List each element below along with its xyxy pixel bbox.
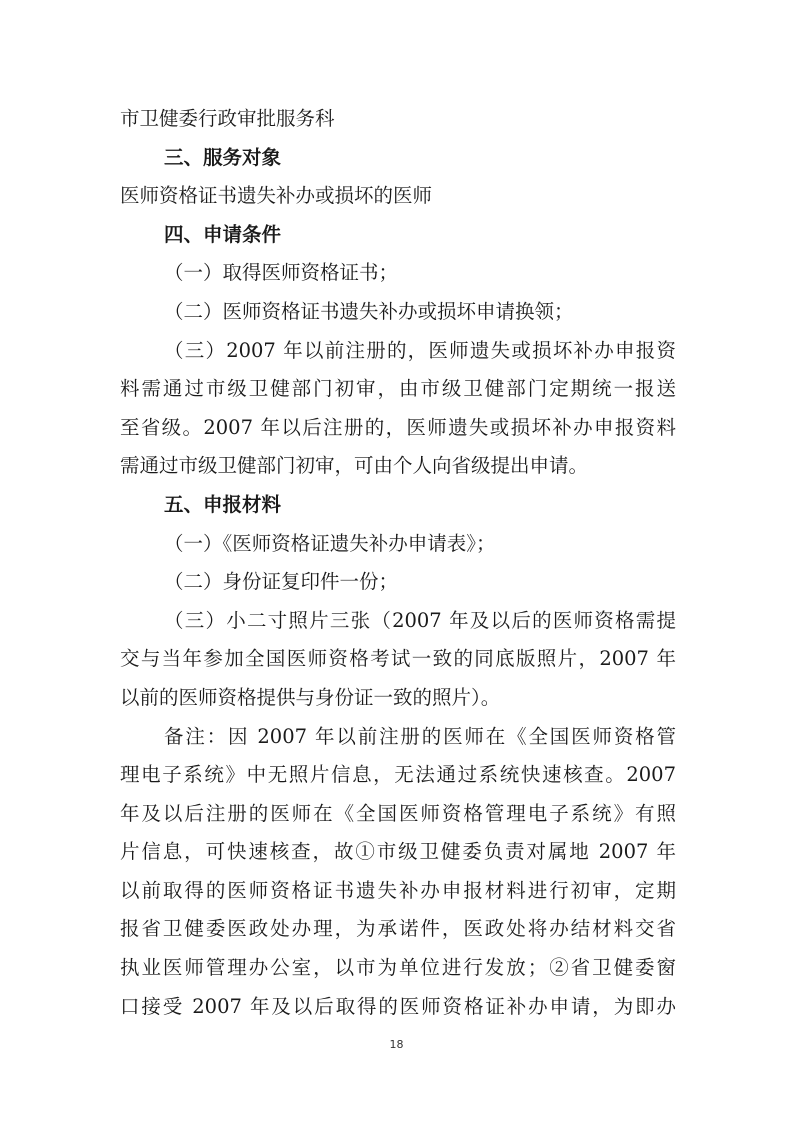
condition-item-3-line-3: 至省级。2007 年以后注册的，医师遗失或损坏补办申报资料 <box>120 415 676 439</box>
material-item-1: （一）《医师资格证遗失补办申请表》； <box>164 531 496 555</box>
section-heading-materials: 五、申报材料 <box>164 492 282 516</box>
remark-line-8: 口接受 2007 年及以后取得的医师资格证补办申请，为即办 <box>120 994 676 1018</box>
text-line-service-office: 市卫健委行政审批服务科 <box>120 107 335 130</box>
material-item-2: （二）身份证复印件一份； <box>164 570 399 594</box>
remark-line-5: 以前取得的医师资格证书遗失补办申报材料进行初审，定期 <box>120 878 676 902</box>
material-item-3-line-1: （三）小二寸照片三张（2007 年及以后的医师资格需提 <box>164 608 676 632</box>
material-item-3-line-2: 交与当年参加全国医师资格考试一致的同底版照片，2007 年 <box>120 647 676 671</box>
condition-item-3-line-1: （三）2007 年以前注册的，医师遗失或损坏补办申报资 <box>164 338 676 362</box>
condition-item-3-line-2: 料需通过市级卫健部门初审，由市级卫健部门定期统一报送 <box>120 377 676 401</box>
condition-item-2: （二）医师资格证书遗失补办或损坏申请换领； <box>164 299 574 323</box>
section-heading-conditions: 四、申请条件 <box>164 222 282 246</box>
section-heading-service-target: 三、服务对象 <box>164 145 282 169</box>
remark-line-1: 备注：因 2007 年以前注册的医师在《全国医师资格管 <box>164 724 676 748</box>
remark-line-2: 理电子系统》中无照片信息，无法通过系统快速核查。2007 <box>120 763 676 787</box>
material-item-3-line-3: 以前的医师资格提供与身份证一致的照片）。 <box>120 685 501 709</box>
page-number: 18 <box>389 1038 404 1051</box>
condition-item-3-line-4: 需通过市级卫健部门初审，可由个人向省级提出申请。 <box>120 454 589 478</box>
remark-line-4: 片信息，可快速核查，故①市级卫健委负责对属地 2007 年 <box>120 840 676 864</box>
document-body <box>120 100 676 1026</box>
remark-line-3: 年及以后注册的医师在《全国医师资格管理电子系统》有照 <box>120 801 676 825</box>
remark-line-7: 执业医师管理办公室，以市为单位进行发放；②省卫健委窗 <box>120 956 676 980</box>
text-line-service-target: 医师资格证书遗失补办或损坏的医师 <box>120 184 433 208</box>
condition-item-1: （一）取得医师资格证书； <box>164 261 399 285</box>
remark-line-6: 报省卫健委医政处办理，为承诺件，医政处将办结材料交省 <box>120 917 676 941</box>
